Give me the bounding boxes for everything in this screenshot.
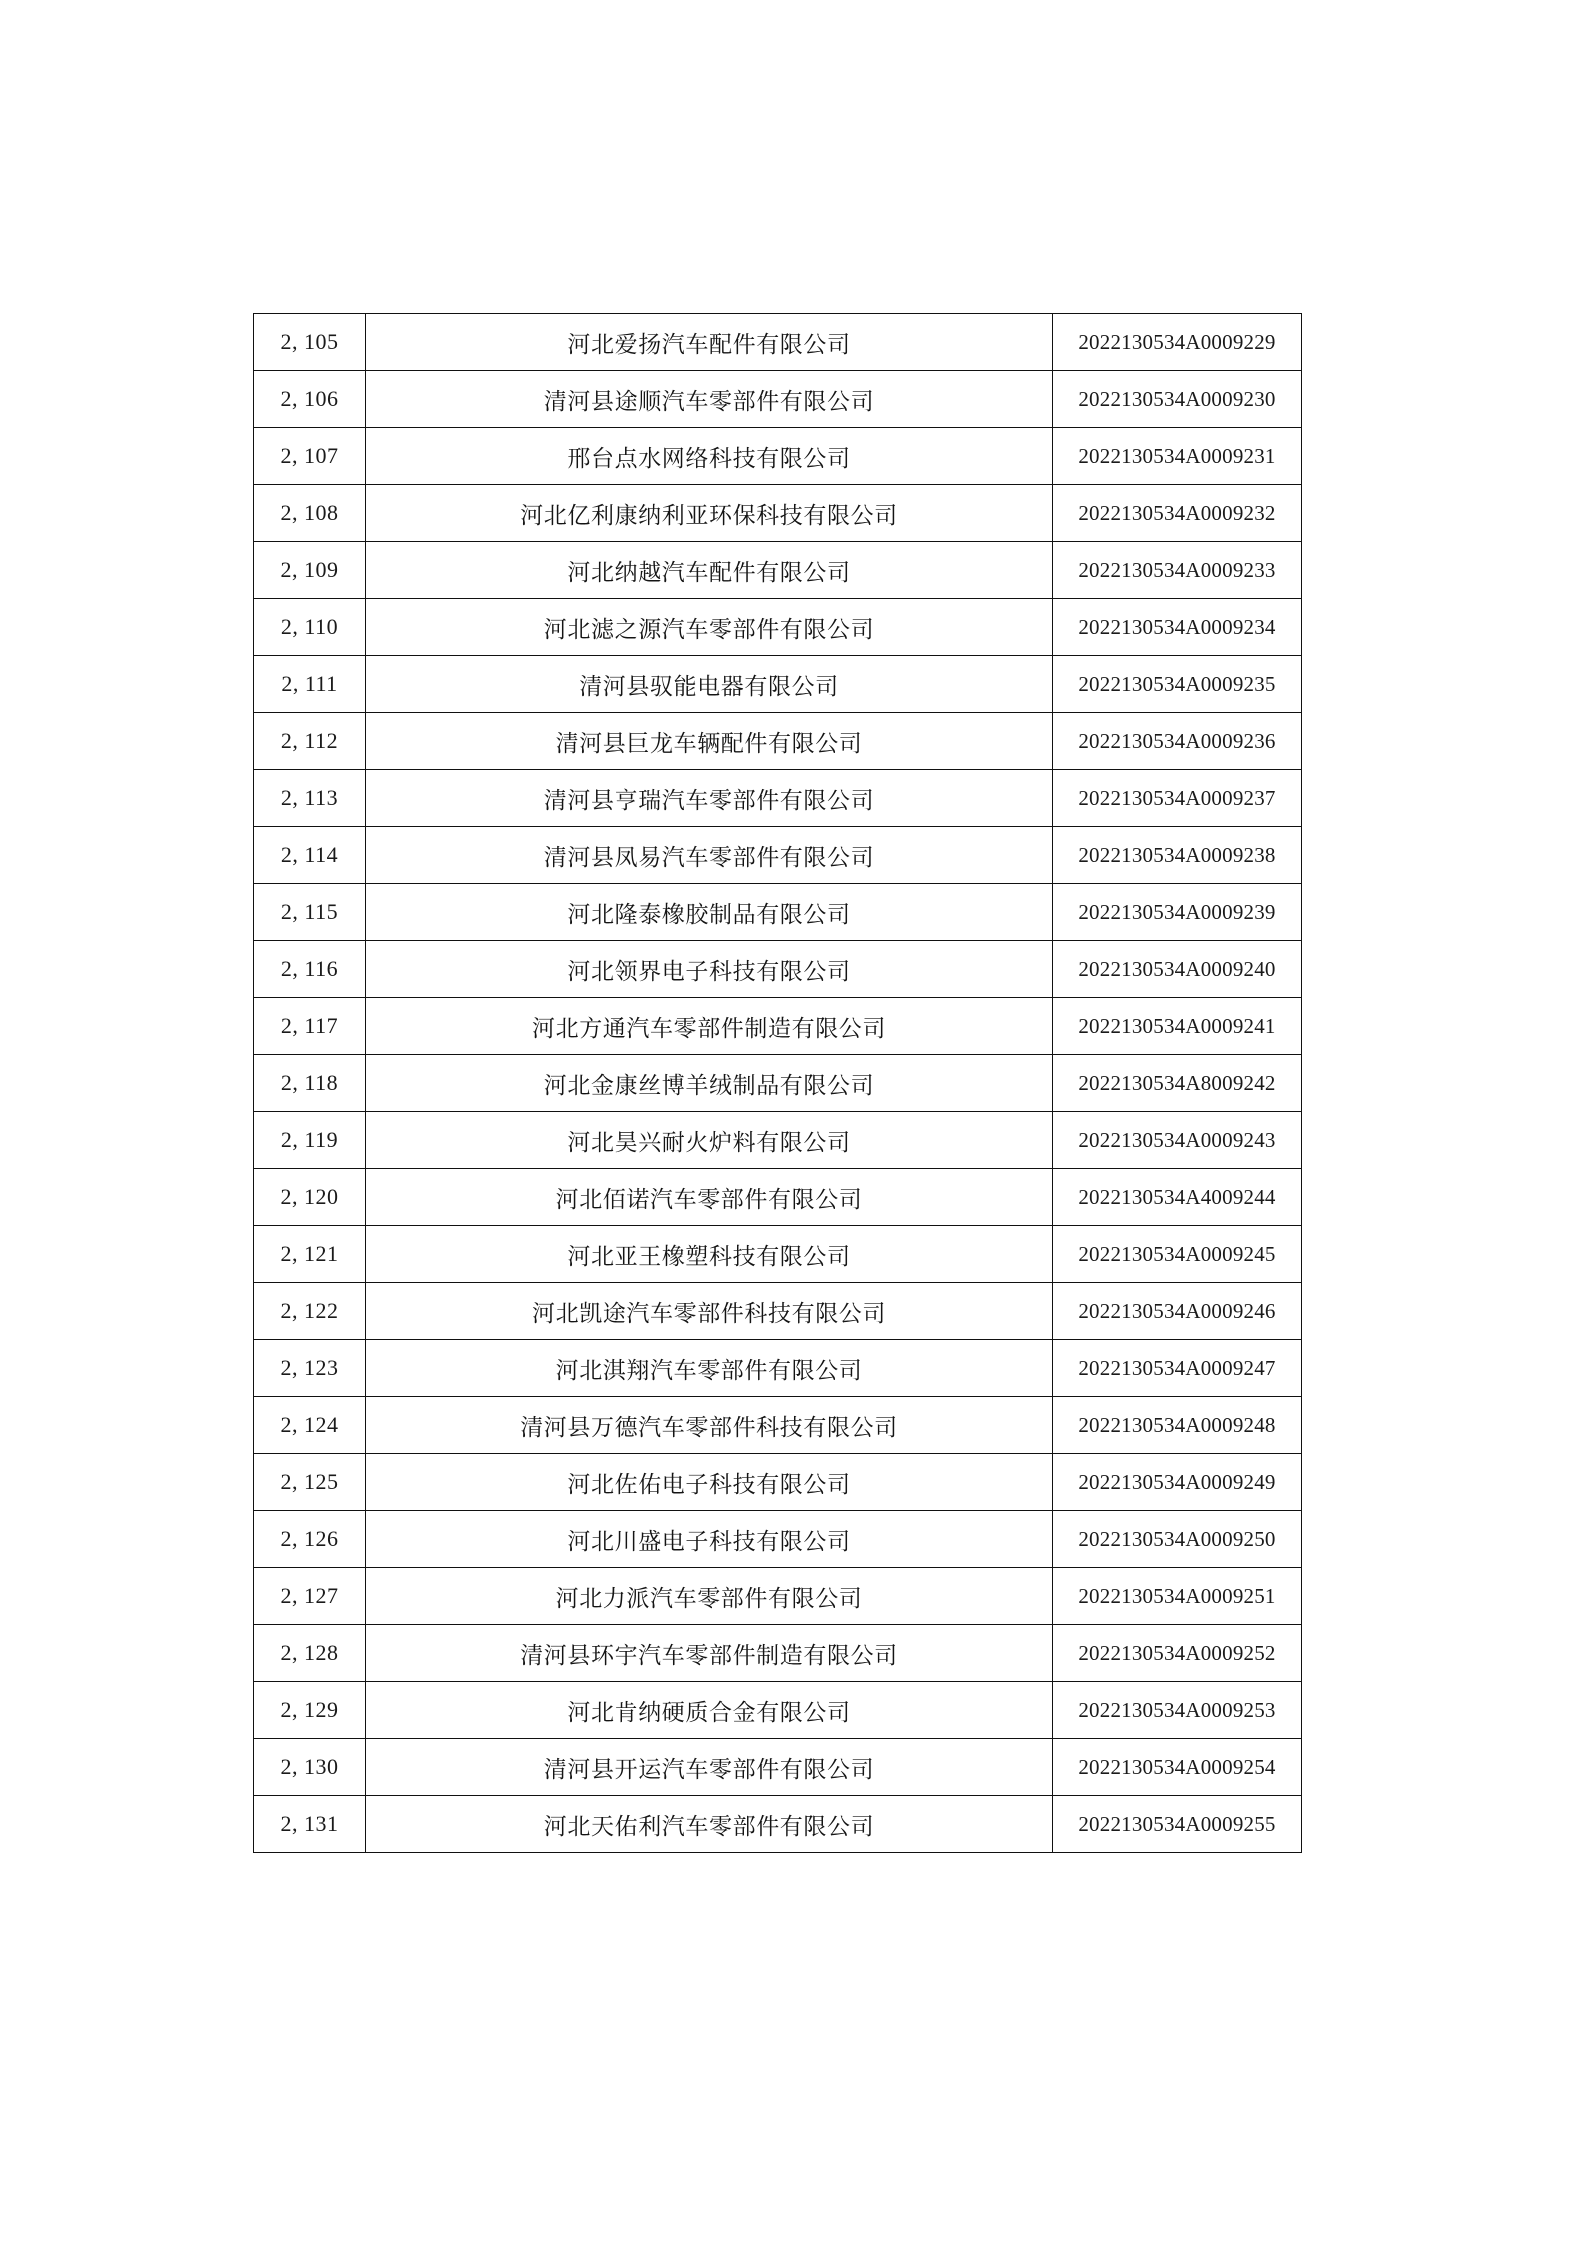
table-row xyxy=(254,1796,1302,1853)
cell-serial: 2, 128 xyxy=(254,1625,366,1682)
cell-serial: 2, 115 xyxy=(254,884,366,941)
cell-registration-code: 2022130534A0009248 xyxy=(1053,1397,1302,1454)
cell-company-name: 河北淇翔汽车零部件有限公司 xyxy=(366,1340,1053,1397)
cell-serial: 2, 110 xyxy=(254,599,366,656)
cell-company-name: 河北金康丝博羊绒制品有限公司 xyxy=(366,1055,1053,1112)
cell-company-name: 清河县途顺汽车零部件有限公司 xyxy=(366,371,1053,428)
cell-serial: 2, 124 xyxy=(254,1397,366,1454)
cell-registration-code: 2022130534A0009254 xyxy=(1053,1739,1302,1796)
cell-company-name: 清河县万德汽车零部件科技有限公司 xyxy=(366,1397,1053,1454)
cell-registration-code: 2022130534A4009244 xyxy=(1053,1169,1302,1226)
cell-serial: 2, 130 xyxy=(254,1739,366,1796)
cell-registration-code: 2022130534A0009232 xyxy=(1053,485,1302,542)
cell-company-name: 河北佰诺汽车零部件有限公司 xyxy=(366,1169,1053,1226)
cell-registration-code: 2022130534A0009247 xyxy=(1053,1340,1302,1397)
table-row xyxy=(254,1739,1302,1796)
cell-registration-code: 2022130534A0009231 xyxy=(1053,428,1302,485)
table-row xyxy=(254,1625,1302,1682)
table-row xyxy=(254,1511,1302,1568)
cell-registration-code: 2022130534A0009235 xyxy=(1053,656,1302,713)
cell-serial: 2, 126 xyxy=(254,1511,366,1568)
cell-registration-code: 2022130534A0009238 xyxy=(1053,827,1302,884)
cell-serial: 2, 118 xyxy=(254,1055,366,1112)
table-row xyxy=(254,770,1302,827)
cell-company-name: 河北昊兴耐火炉料有限公司 xyxy=(366,1112,1053,1169)
cell-company-name: 河北亚王橡塑科技有限公司 xyxy=(366,1226,1053,1283)
cell-registration-code: 2022130534A0009230 xyxy=(1053,371,1302,428)
cell-registration-code: 2022130534A0009234 xyxy=(1053,599,1302,656)
cell-registration-code: 2022130534A0009253 xyxy=(1053,1682,1302,1739)
cell-company-name: 河北领界电子科技有限公司 xyxy=(366,941,1053,998)
cell-company-name: 河北亿利康纳利亚环保科技有限公司 xyxy=(366,485,1053,542)
cell-serial: 2, 125 xyxy=(254,1454,366,1511)
cell-company-name: 河北纳越汽车配件有限公司 xyxy=(366,542,1053,599)
table-row xyxy=(254,428,1302,485)
cell-serial: 2, 117 xyxy=(254,998,366,1055)
cell-serial: 2, 122 xyxy=(254,1283,366,1340)
cell-registration-code: 2022130534A8009242 xyxy=(1053,1055,1302,1112)
cell-company-name: 河北隆泰橡胶制品有限公司 xyxy=(366,884,1053,941)
cell-serial: 2, 114 xyxy=(254,827,366,884)
cell-registration-code: 2022130534A0009229 xyxy=(1053,314,1302,371)
table-row xyxy=(254,542,1302,599)
cell-company-name: 河北滤之源汽车零部件有限公司 xyxy=(366,599,1053,656)
cell-company-name: 河北肯纳硬质合金有限公司 xyxy=(366,1682,1053,1739)
cell-registration-code: 2022130534A0009236 xyxy=(1053,713,1302,770)
table-row xyxy=(254,827,1302,884)
cell-serial: 2, 108 xyxy=(254,485,366,542)
cell-registration-code: 2022130534A0009237 xyxy=(1053,770,1302,827)
table-row xyxy=(254,1283,1302,1340)
cell-registration-code: 2022130534A0009249 xyxy=(1053,1454,1302,1511)
cell-registration-code: 2022130534A0009252 xyxy=(1053,1625,1302,1682)
table-body xyxy=(254,314,1302,1853)
cell-serial: 2, 129 xyxy=(254,1682,366,1739)
cell-serial: 2, 116 xyxy=(254,941,366,998)
cell-serial: 2, 121 xyxy=(254,1226,366,1283)
cell-registration-code: 2022130534A0009250 xyxy=(1053,1511,1302,1568)
table-row xyxy=(254,884,1302,941)
table-row xyxy=(254,1226,1302,1283)
cell-company-name: 清河县亨瑞汽车零部件有限公司 xyxy=(366,770,1053,827)
cell-company-name: 河北佐佑电子科技有限公司 xyxy=(366,1454,1053,1511)
cell-company-name: 河北爱扬汽车配件有限公司 xyxy=(366,314,1053,371)
cell-company-name: 清河县环宇汽车零部件制造有限公司 xyxy=(366,1625,1053,1682)
cell-company-name: 邢台点水网络科技有限公司 xyxy=(366,428,1053,485)
table-row xyxy=(254,371,1302,428)
table-row xyxy=(254,1568,1302,1625)
cell-serial: 2, 113 xyxy=(254,770,366,827)
cell-serial: 2, 105 xyxy=(254,314,366,371)
cell-registration-code: 2022130534A0009251 xyxy=(1053,1568,1302,1625)
table-row xyxy=(254,1340,1302,1397)
cell-serial: 2, 119 xyxy=(254,1112,366,1169)
cell-registration-code: 2022130534A0009243 xyxy=(1053,1112,1302,1169)
cell-company-name: 清河县驭能电器有限公司 xyxy=(366,656,1053,713)
cell-registration-code: 2022130534A0009255 xyxy=(1053,1796,1302,1853)
enterprise-records-table xyxy=(253,313,1302,1853)
cell-serial: 2, 127 xyxy=(254,1568,366,1625)
table-row xyxy=(254,941,1302,998)
cell-serial: 2, 109 xyxy=(254,542,366,599)
table-row xyxy=(254,998,1302,1055)
table-row xyxy=(254,485,1302,542)
cell-company-name: 河北天佑利汽车零部件有限公司 xyxy=(366,1796,1053,1853)
cell-company-name: 河北川盛电子科技有限公司 xyxy=(366,1511,1053,1568)
cell-company-name: 河北方通汽车零部件制造有限公司 xyxy=(366,998,1053,1055)
cell-serial: 2, 111 xyxy=(254,656,366,713)
cell-registration-code: 2022130534A0009239 xyxy=(1053,884,1302,941)
table-row xyxy=(254,314,1302,371)
cell-serial: 2, 112 xyxy=(254,713,366,770)
cell-company-name: 清河县开运汽车零部件有限公司 xyxy=(366,1739,1053,1796)
cell-company-name: 清河县凤易汽车零部件有限公司 xyxy=(366,827,1053,884)
cell-registration-code: 2022130534A0009240 xyxy=(1053,941,1302,998)
cell-serial: 2, 123 xyxy=(254,1340,366,1397)
table-row xyxy=(254,713,1302,770)
table-row xyxy=(254,1112,1302,1169)
cell-serial: 2, 106 xyxy=(254,371,366,428)
cell-serial: 2, 131 xyxy=(254,1796,366,1853)
cell-company-name: 清河县巨龙车辆配件有限公司 xyxy=(366,713,1053,770)
cell-serial: 2, 120 xyxy=(254,1169,366,1226)
table-row xyxy=(254,656,1302,713)
table-row xyxy=(254,1055,1302,1112)
cell-company-name: 河北凯途汽车零部件科技有限公司 xyxy=(366,1283,1053,1340)
cell-registration-code: 2022130534A0009245 xyxy=(1053,1226,1302,1283)
table-row xyxy=(254,1454,1302,1511)
table-row xyxy=(254,1682,1302,1739)
cell-registration-code: 2022130534A0009241 xyxy=(1053,998,1302,1055)
cell-registration-code: 2022130534A0009233 xyxy=(1053,542,1302,599)
table-row xyxy=(254,599,1302,656)
cell-company-name: 河北力派汽车零部件有限公司 xyxy=(366,1568,1053,1625)
table-row xyxy=(254,1169,1302,1226)
table-row xyxy=(254,1397,1302,1454)
cell-registration-code: 2022130534A0009246 xyxy=(1053,1283,1302,1340)
cell-serial: 2, 107 xyxy=(254,428,366,485)
